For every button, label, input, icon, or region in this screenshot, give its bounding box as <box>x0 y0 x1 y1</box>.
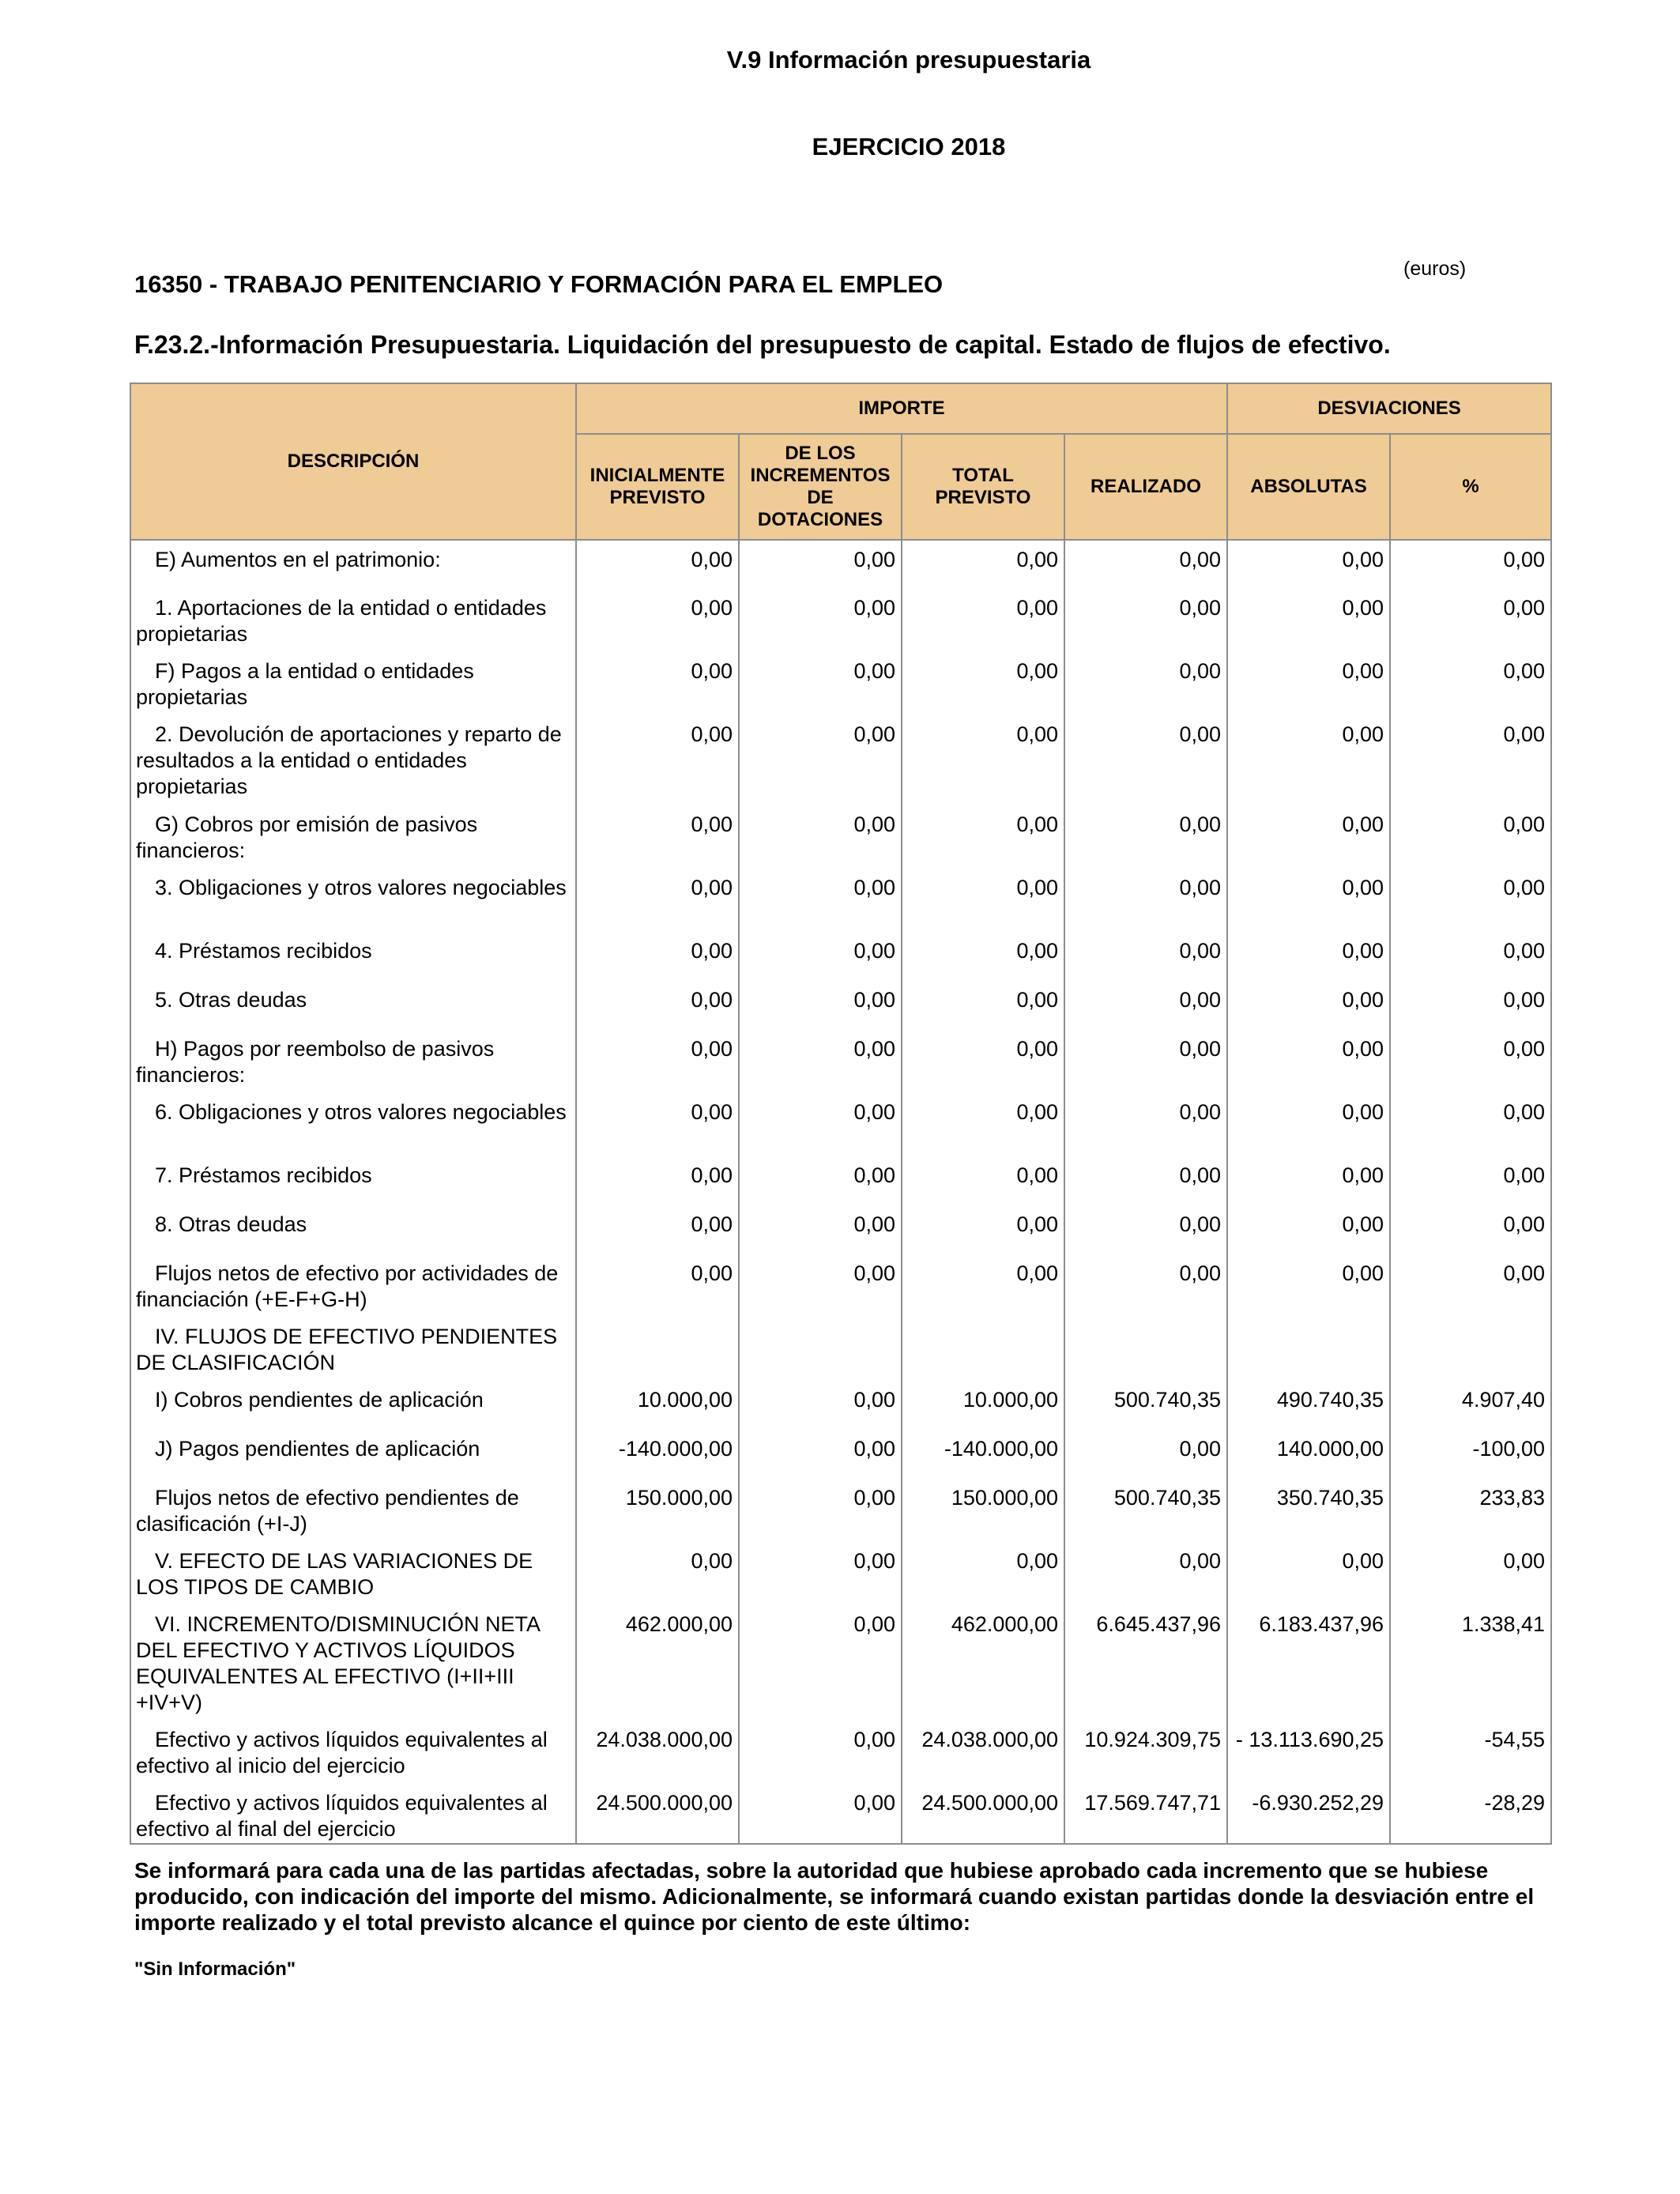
cell-pct: 233,83 <box>1390 1479 1551 1542</box>
cell-tot: 0,00 <box>902 1205 1064 1254</box>
row-description <box>130 805 576 869</box>
cell-pct: -100,00 <box>1390 1430 1551 1479</box>
cell-inc: 0,00 <box>739 1784 902 1844</box>
cell-tot: 0,00 <box>902 1254 1064 1318</box>
row-description-text: I) Cobros pendientes de aplicación <box>155 1388 484 1412</box>
cell-abs: 0,00 <box>1227 869 1390 932</box>
table-row <box>130 1030 1551 1093</box>
table-row <box>130 981 1551 1030</box>
cell-rea: 0,00 <box>1064 540 1227 589</box>
table-row <box>130 1205 1551 1254</box>
table-body <box>130 540 1551 1844</box>
cell-inc: 0,00 <box>739 715 902 805</box>
row-description-text: 3. Obligaciones y otros valores negociables <box>155 876 567 899</box>
cell-abs: 0,00 <box>1227 1254 1390 1318</box>
cell-pct <box>1390 1318 1551 1381</box>
column-header-descripcion: DESCRIPCIÓN <box>130 383 576 540</box>
column-header-absolutas: ABSOLUTAS <box>1227 434 1390 540</box>
cell-pct: 4.907,40 <box>1390 1381 1551 1430</box>
column-header-inicialmente: INICIALMENTE PREVISTO <box>576 434 739 540</box>
cell-tot: 462.000,00 <box>902 1605 1064 1721</box>
table-row <box>130 869 1551 932</box>
table-row <box>130 1093 1551 1156</box>
cell-pct: 0,00 <box>1390 869 1551 932</box>
cell-ini: 10.000,00 <box>576 1381 739 1430</box>
cell-abs: -6.930.252,29 <box>1227 1784 1390 1844</box>
cell-abs: 0,00 <box>1227 1030 1390 1093</box>
cell-ini: 0,00 <box>576 652 739 715</box>
cell-inc: 0,00 <box>739 540 902 589</box>
cell-ini: 0,00 <box>576 1542 739 1605</box>
footer-value: "Sin Información" <box>134 1958 296 1980</box>
table-row <box>130 715 1551 805</box>
row-description <box>130 540 576 589</box>
cell-abs: 0,00 <box>1227 1542 1390 1605</box>
cell-inc: 0,00 <box>739 1721 902 1784</box>
cell-inc: 0,00 <box>739 1542 902 1605</box>
row-description-text: E) Aumentos en el patrimonio: <box>155 548 441 571</box>
cell-abs: 6.183.437,96 <box>1227 1605 1390 1721</box>
cell-pct: 0,00 <box>1390 1254 1551 1318</box>
cell-tot: 0,00 <box>902 932 1064 981</box>
row-description <box>130 1479 576 1542</box>
report-title: F.23.2.-Información Presupuestaria. Liquidación del presupuesto de capital. Estado de flujos de efectivo. <box>134 330 1391 359</box>
row-description-text: F) Pagos a la entidad o entidades propietarias <box>136 659 474 709</box>
row-description <box>130 1254 576 1318</box>
row-description-text: VI. INCREMENTO/DISMINUCIÓN NETA DEL EFECTIVO Y ACTIVOS LÍQUIDOS EQUIVALENTES AL EFECTIVO (I+II+III +IV+V) <box>136 1612 540 1714</box>
row-description-text: Efectivo y activos líquidos equivalentes al efectivo al inicio del ejercicio <box>136 1728 548 1777</box>
footer-note: Se informará para cada una de las partidas afectadas, sobre la autoridad que hubiese aprobado cada incremento que se hubiese producido, con indicación del importe del mismo. Adicionalmente, se informará cuando existan partidas donde la desviación entre el importe realizado y el total previsto alcance el quince por ciento de este último: <box>134 1858 1535 1935</box>
cell-pct: 0,00 <box>1390 1093 1551 1156</box>
cell-pct: 0,00 <box>1390 1030 1551 1093</box>
cell-rea: 500.740,35 <box>1064 1479 1227 1542</box>
row-description-text: 5. Otras deudas <box>155 988 307 1012</box>
row-description-text: H) Pagos por reembolso de pasivos financieros: <box>136 1037 495 1087</box>
cell-tot: 0,00 <box>902 540 1064 589</box>
cell-rea: 0,00 <box>1064 869 1227 932</box>
cell-inc: 0,00 <box>739 932 902 981</box>
table-row <box>130 1479 1551 1542</box>
cell-inc: 0,00 <box>739 1156 902 1205</box>
cell-rea: 0,00 <box>1064 1156 1227 1205</box>
cell-rea: 0,00 <box>1064 1542 1227 1605</box>
cell-ini: 0,00 <box>576 805 739 869</box>
row-description-text: G) Cobros por emisión de pasivos financieros: <box>136 812 478 862</box>
cell-ini: 0,00 <box>576 869 739 932</box>
cell-inc: 0,00 <box>739 652 902 715</box>
row-description <box>130 1605 576 1721</box>
table-row <box>130 540 1551 589</box>
row-description <box>130 869 576 932</box>
cell-pct: 0,00 <box>1390 805 1551 869</box>
row-description <box>130 1784 576 1844</box>
cell-abs: 490.740,35 <box>1227 1381 1390 1430</box>
cell-inc: 0,00 <box>739 1479 902 1542</box>
cell-ini: 0,00 <box>576 1156 739 1205</box>
row-description <box>130 1381 576 1430</box>
cell-abs: 0,00 <box>1227 932 1390 981</box>
cell-tot: 0,00 <box>902 1542 1064 1605</box>
row-description <box>130 1430 576 1479</box>
cell-abs: 0,00 <box>1227 1156 1390 1205</box>
row-description-text: 6. Obligaciones y otros valores negociables <box>155 1100 567 1124</box>
column-header-total: TOTAL PREVISTO <box>902 434 1064 540</box>
cell-ini: 0,00 <box>576 932 739 981</box>
cell-ini: 0,00 <box>576 1030 739 1093</box>
cell-abs: 0,00 <box>1227 1093 1390 1156</box>
cell-inc: 0,00 <box>739 1205 902 1254</box>
cell-tot: 0,00 <box>902 1156 1064 1205</box>
cell-rea: 0,00 <box>1064 1205 1227 1254</box>
row-description-text: 2. Devolución de aportaciones y reparto de resultados a la entidad o entidades propietarias <box>136 722 562 798</box>
cell-inc: 0,00 <box>739 589 902 652</box>
table-header <box>130 383 1551 540</box>
cell-abs: 0,00 <box>1227 652 1390 715</box>
cell-rea: 0,00 <box>1064 715 1227 805</box>
row-description-text: 7. Préstamos recibidos <box>155 1163 372 1187</box>
cell-inc: 0,00 <box>739 1605 902 1721</box>
cell-abs: 0,00 <box>1227 540 1390 589</box>
cell-ini: 24.038.000,00 <box>576 1721 739 1784</box>
cell-ini: -140.000,00 <box>576 1430 739 1479</box>
cell-rea: 6.645.437,96 <box>1064 1605 1227 1721</box>
cell-abs: 0,00 <box>1227 1205 1390 1254</box>
cell-ini: 462.000,00 <box>576 1605 739 1721</box>
row-description <box>130 589 576 652</box>
cell-abs: 0,00 <box>1227 589 1390 652</box>
cell-inc <box>739 1318 902 1381</box>
row-description-text: Flujos netos de efectivo pendientes de clasificación (+I-J) <box>136 1486 519 1536</box>
row-description-text: IV. FLUJOS DE EFECTIVO PENDIENTES DE CLASIFICACIÓN <box>136 1325 558 1374</box>
table-row <box>130 932 1551 981</box>
row-description-text: 8. Otras deudas <box>155 1212 307 1236</box>
cell-tot: 0,00 <box>902 1030 1064 1093</box>
row-description <box>130 1093 576 1156</box>
cell-abs: 0,00 <box>1227 805 1390 869</box>
table-row <box>130 1721 1551 1784</box>
table-row <box>130 1430 1551 1479</box>
cell-ini: 0,00 <box>576 1205 739 1254</box>
row-description <box>130 1542 576 1605</box>
cell-tot: 0,00 <box>902 805 1064 869</box>
cell-rea: 0,00 <box>1064 1093 1227 1156</box>
cell-pct: 0,00 <box>1390 715 1551 805</box>
cell-rea: 0,00 <box>1064 981 1227 1030</box>
table-row <box>130 652 1551 715</box>
cell-inc: 0,00 <box>739 1254 902 1318</box>
cell-inc: 0,00 <box>739 869 902 932</box>
group-header-importe: IMPORTE <box>576 383 1227 434</box>
cell-pct: 0,00 <box>1390 932 1551 981</box>
cell-tot: 24.038.000,00 <box>902 1721 1064 1784</box>
exercise-title: EJERCICIO 2018 <box>812 133 1006 160</box>
cell-abs: 140.000,00 <box>1227 1430 1390 1479</box>
cell-rea: 0,00 <box>1064 1430 1227 1479</box>
row-description-text: V. EFECTO DE LAS VARIACIONES DE LOS TIPOS DE CAMBIO <box>136 1549 533 1599</box>
cell-rea: 0,00 <box>1064 589 1227 652</box>
cell-inc: 0,00 <box>739 981 902 1030</box>
row-description <box>130 715 576 805</box>
cell-pct: 0,00 <box>1390 540 1551 589</box>
cell-pct: 0,00 <box>1390 981 1551 1030</box>
cell-tot: 0,00 <box>902 1093 1064 1156</box>
table-row <box>130 1156 1551 1205</box>
cell-ini: 0,00 <box>576 540 739 589</box>
cell-rea: 500.740,35 <box>1064 1381 1227 1430</box>
table-row <box>130 1605 1551 1721</box>
cell-inc: 0,00 <box>739 1030 902 1093</box>
row-description-text: Efectivo y activos líquidos equivalentes al efectivo al final del ejercicio <box>136 1791 548 1841</box>
row-description-text: Flujos netos de efectivo por actividades de financiación (+E-F+G-H) <box>136 1261 559 1311</box>
row-description <box>130 1156 576 1205</box>
row-description <box>130 1318 576 1381</box>
cell-abs: - 13.113.690,25 <box>1227 1721 1390 1784</box>
cell-rea: 10.924.309,75 <box>1064 1721 1227 1784</box>
cell-abs <box>1227 1318 1390 1381</box>
cell-tot: 10.000,00 <box>902 1381 1064 1430</box>
cell-pct: 0,00 <box>1390 1156 1551 1205</box>
table-row <box>130 1254 1551 1318</box>
cell-abs: 0,00 <box>1227 715 1390 805</box>
row-description <box>130 652 576 715</box>
cell-rea: 0,00 <box>1064 1030 1227 1093</box>
cell-ini <box>576 1318 739 1381</box>
cell-ini: 24.500.000,00 <box>576 1784 739 1844</box>
cell-inc: 0,00 <box>739 1381 902 1430</box>
organization-title: 16350 - TRABAJO PENITENCIARIO Y FORMACIÓN PARA EL EMPLEO <box>134 270 944 298</box>
cell-pct: -54,55 <box>1390 1721 1551 1784</box>
table-row <box>130 1784 1551 1844</box>
table-row <box>130 589 1551 652</box>
cell-ini: 0,00 <box>576 1254 739 1318</box>
cell-rea: 0,00 <box>1064 805 1227 869</box>
table-row <box>130 1318 1551 1381</box>
cell-tot: 0,00 <box>902 715 1064 805</box>
table-row <box>130 1542 1551 1605</box>
cell-ini: 0,00 <box>576 589 739 652</box>
cell-tot: 0,00 <box>902 869 1064 932</box>
cell-rea: 0,00 <box>1064 1254 1227 1318</box>
cell-pct: 1.338,41 <box>1390 1605 1551 1721</box>
cell-ini: 0,00 <box>576 1093 739 1156</box>
cell-tot: -140.000,00 <box>902 1430 1064 1479</box>
cell-rea <box>1064 1318 1227 1381</box>
budget-table <box>130 383 1552 1845</box>
row-description <box>130 932 576 981</box>
cell-rea: 0,00 <box>1064 932 1227 981</box>
cell-abs: 350.740,35 <box>1227 1479 1390 1542</box>
table-row <box>130 805 1551 869</box>
cell-inc: 0,00 <box>739 1093 902 1156</box>
row-description-text: 1. Aportaciones de la entidad o entidades propietarias <box>136 596 547 646</box>
row-description <box>130 1030 576 1093</box>
cell-tot <box>902 1318 1064 1381</box>
cell-pct: 0,00 <box>1390 1542 1551 1605</box>
cell-inc: 0,00 <box>739 805 902 869</box>
group-header-desviaciones: DESVIACIONES <box>1227 383 1551 434</box>
cell-pct: 0,00 <box>1390 652 1551 715</box>
cell-tot: 0,00 <box>902 981 1064 1030</box>
cell-tot: 0,00 <box>902 652 1064 715</box>
row-description <box>130 981 576 1030</box>
cell-ini: 150.000,00 <box>576 1479 739 1542</box>
cell-inc: 0,00 <box>739 1430 902 1479</box>
cell-ini: 0,00 <box>576 981 739 1030</box>
column-header-pct: % <box>1390 434 1551 540</box>
section-title: V.9 Información presupuestaria <box>726 46 1091 74</box>
cell-tot: 0,00 <box>902 589 1064 652</box>
row-description <box>130 1205 576 1254</box>
units-label: (euros) <box>1403 258 1467 280</box>
cell-rea: 0,00 <box>1064 652 1227 715</box>
row-description <box>130 1721 576 1784</box>
cell-abs: 0,00 <box>1227 981 1390 1030</box>
row-description-text: 4. Préstamos recibidos <box>155 939 372 963</box>
cell-ini: 0,00 <box>576 715 739 805</box>
row-description-text: J) Pagos pendientes de aplicación <box>155 1437 480 1461</box>
column-header-realizado: REALIZADO <box>1064 434 1227 540</box>
cell-tot: 150.000,00 <box>902 1479 1064 1542</box>
cell-pct: 0,00 <box>1390 589 1551 652</box>
cell-rea: 17.569.747,71 <box>1064 1784 1227 1844</box>
cell-pct: 0,00 <box>1390 1205 1551 1254</box>
cell-pct: -28,29 <box>1390 1784 1551 1844</box>
table-row <box>130 1381 1551 1430</box>
column-header-incrementos: DE LOS INCREMENTOS DE DOTACIONES <box>739 434 902 540</box>
cell-tot: 24.500.000,00 <box>902 1784 1064 1844</box>
